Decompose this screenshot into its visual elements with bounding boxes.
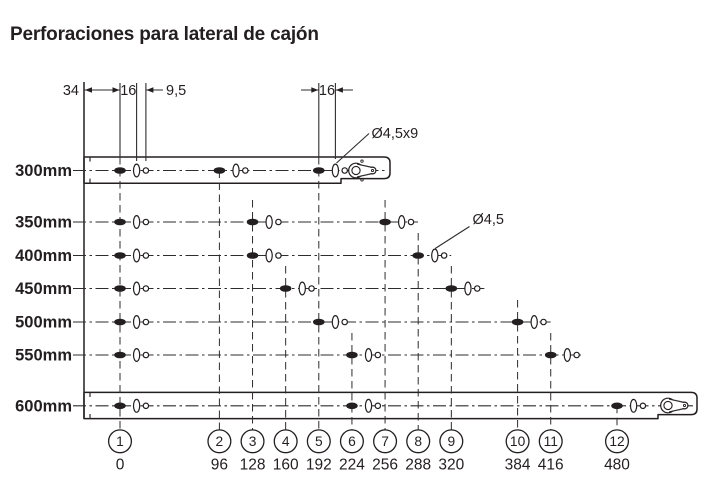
oblong-hole xyxy=(214,167,226,174)
oblong-hole xyxy=(114,252,126,259)
pilot-hole xyxy=(276,253,281,258)
oblong-hole xyxy=(611,403,623,410)
pilot-hole xyxy=(309,286,314,291)
slot-hole xyxy=(266,216,272,229)
row-label-500mm: 500mm xyxy=(15,313,72,332)
column-position-7: 256 xyxy=(372,456,399,474)
oblong-hole xyxy=(114,403,126,410)
dimension-arrow xyxy=(85,87,92,92)
slot-hole xyxy=(134,349,140,362)
column-number-4: 4 xyxy=(281,434,290,450)
oblong-hole xyxy=(446,285,458,292)
pilot-hole xyxy=(375,403,380,408)
row-label-550mm: 550mm xyxy=(15,346,72,365)
slot-hole xyxy=(266,249,272,262)
slot-hole xyxy=(299,282,305,295)
column-number-9: 9 xyxy=(447,434,456,450)
slot-hole xyxy=(531,316,537,329)
dim-9-5-label: 9,5 xyxy=(166,82,187,99)
column-position-4: 160 xyxy=(272,456,299,474)
pilot-hole xyxy=(243,168,248,173)
column-number-10: 10 xyxy=(509,434,526,450)
slot-hole xyxy=(134,399,140,412)
pilot-hole xyxy=(475,286,480,291)
oblong-hole xyxy=(114,167,126,174)
column-position-2: 96 xyxy=(210,456,229,474)
oblong-hole xyxy=(114,319,126,326)
oblong-hole xyxy=(114,219,126,226)
dimension-arrow xyxy=(146,87,153,92)
dim-16-left-label: 16 xyxy=(120,82,137,99)
slot-hole xyxy=(134,282,140,295)
oblong-hole xyxy=(346,403,358,410)
slot-hole xyxy=(564,349,570,362)
pilot-hole xyxy=(574,352,579,357)
slot-hole xyxy=(134,164,140,177)
column-number-2: 2 xyxy=(215,434,224,450)
row-label-400mm: 400mm xyxy=(15,247,72,265)
oblong-hole xyxy=(545,352,557,359)
oblong-hole xyxy=(114,352,126,359)
row-label-350mm: 350mm xyxy=(15,213,72,232)
row-label-600mm: 600mm xyxy=(15,397,72,416)
slot-hole xyxy=(134,316,140,329)
oblong-hole xyxy=(247,219,259,226)
column-number-12: 12 xyxy=(609,434,625,450)
hole-spec-slot-label: Ø4,5x9 xyxy=(371,126,419,142)
slot-hole xyxy=(365,349,371,362)
column-number-7: 7 xyxy=(381,434,389,450)
pilot-hole xyxy=(143,352,148,357)
page-title: Perforaciones para lateral de cajón xyxy=(10,24,319,45)
column-position-10: 384 xyxy=(504,456,531,474)
dim-16-right-label: 16 xyxy=(318,82,336,99)
oblong-hole xyxy=(280,285,292,292)
oblong-hole xyxy=(114,285,126,292)
slot-hole xyxy=(233,164,239,177)
slot-hole xyxy=(332,316,338,329)
pilot-hole xyxy=(143,319,148,324)
oblong-hole xyxy=(346,352,358,359)
pilot-hole xyxy=(143,253,148,258)
oblong-hole xyxy=(379,219,391,226)
dimension-arrow xyxy=(311,87,318,92)
pilot-hole xyxy=(143,219,148,224)
pilot-hole xyxy=(143,403,148,408)
column-position-12: 480 xyxy=(604,456,630,474)
pilot-hole xyxy=(143,286,148,291)
pilot-hole xyxy=(143,168,148,173)
pilot-hole xyxy=(640,403,645,408)
slot-hole xyxy=(465,282,471,295)
leader-line xyxy=(435,227,469,249)
column-number-1: 1 xyxy=(116,434,124,450)
rivet-dot xyxy=(361,179,363,181)
pilot-hole xyxy=(541,319,546,324)
dim-34-label: 34 xyxy=(62,82,79,99)
oblong-hole xyxy=(412,252,424,259)
oblong-hole xyxy=(313,167,325,174)
slot-hole xyxy=(134,216,140,229)
slot-hole xyxy=(432,249,438,262)
column-number-6: 6 xyxy=(348,434,356,450)
column-number-3: 3 xyxy=(248,434,257,450)
dimension-arrow xyxy=(336,87,343,92)
slot-hole xyxy=(399,216,405,229)
slot-hole xyxy=(332,164,338,177)
slot-hole xyxy=(631,399,637,412)
column-position-9: 320 xyxy=(438,456,465,474)
pilot-hole xyxy=(276,219,281,224)
column-position-5: 192 xyxy=(305,456,332,474)
column-number-8: 8 xyxy=(414,434,423,450)
column-position-1: 0 xyxy=(115,456,125,474)
row-label-450mm: 450mm xyxy=(15,280,72,298)
column-number-11: 11 xyxy=(543,434,558,450)
pilot-hole xyxy=(441,253,446,258)
column-position-8: 288 xyxy=(405,456,432,474)
hole-spec-round-label: Ø4,5 xyxy=(472,212,504,228)
pilot-hole xyxy=(375,352,380,357)
column-position-3: 128 xyxy=(239,456,266,474)
oblong-hole xyxy=(313,319,325,326)
column-position-11: 416 xyxy=(537,456,564,474)
slot-hole xyxy=(134,249,140,262)
pilot-hole xyxy=(408,219,413,224)
oblong-hole xyxy=(512,319,524,326)
dimension-arrow xyxy=(113,87,120,92)
oblong-hole xyxy=(247,252,259,259)
column-position-6: 224 xyxy=(338,456,365,474)
row-label-300mm: 300mm xyxy=(15,162,72,180)
pilot-hole xyxy=(342,168,347,173)
slot-hole xyxy=(365,399,371,412)
column-number-5: 5 xyxy=(314,434,323,450)
pilot-hole xyxy=(342,319,347,324)
